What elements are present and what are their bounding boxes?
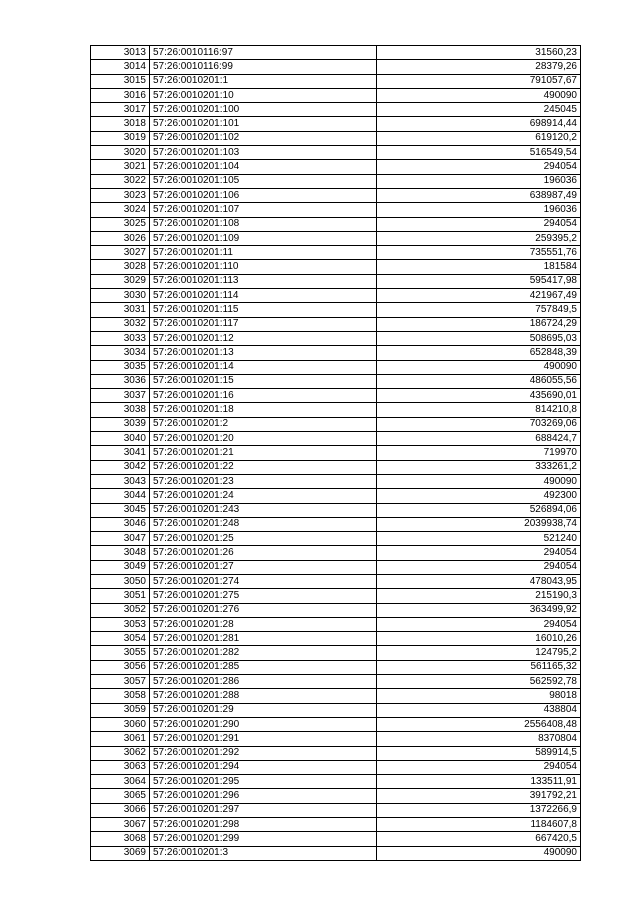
row-number-cell: 3036 — [91, 374, 150, 388]
cadastral-number-cell: 57:26:0010201:28 — [150, 617, 377, 631]
row-number-cell: 3018 — [91, 117, 150, 131]
row-number-cell: 3013 — [91, 46, 150, 60]
row-number-cell: 3067 — [91, 818, 150, 832]
table-row — [91, 803, 581, 817]
table-row — [91, 231, 581, 245]
table-row — [91, 103, 581, 117]
row-number-cell: 3039 — [91, 417, 150, 431]
cadastral-number-cell: 57:26:0010201:22 — [150, 460, 377, 474]
row-number-cell: 3022 — [91, 174, 150, 188]
cadastral-number-cell: 57:26:0010201:243 — [150, 503, 377, 517]
value-cell: 492300 — [377, 489, 581, 503]
value-cell: 294054 — [377, 760, 581, 774]
table-row — [91, 331, 581, 345]
value-cell: 438804 — [377, 703, 581, 717]
table-row — [91, 574, 581, 588]
row-number-cell: 3028 — [91, 260, 150, 274]
table-row — [91, 546, 581, 560]
table-row — [91, 274, 581, 288]
cadastral-number-cell: 57:26:0010201:29 — [150, 703, 377, 717]
row-number-cell: 3043 — [91, 474, 150, 488]
row-number-cell: 3017 — [91, 103, 150, 117]
row-number-cell: 3027 — [91, 246, 150, 260]
table-row — [91, 660, 581, 674]
value-cell: 698914,44 — [377, 117, 581, 131]
row-number-cell: 3034 — [91, 346, 150, 360]
cadastral-number-cell: 57:26:0010201:291 — [150, 732, 377, 746]
value-cell: 595417,98 — [377, 274, 581, 288]
cadastral-number-cell: 57:26:0010201:16 — [150, 389, 377, 403]
value-cell: 294054 — [377, 160, 581, 174]
row-number-cell: 3061 — [91, 732, 150, 746]
table-row — [91, 846, 581, 860]
table-row — [91, 403, 581, 417]
row-number-cell: 3063 — [91, 760, 150, 774]
value-cell: 667420,5 — [377, 832, 581, 846]
row-number-cell: 3058 — [91, 689, 150, 703]
table-row — [91, 832, 581, 846]
value-cell: 98018 — [377, 689, 581, 703]
value-cell: 735551,76 — [377, 246, 581, 260]
value-cell: 186724,29 — [377, 317, 581, 331]
value-cell: 435690,01 — [377, 389, 581, 403]
table-row — [91, 789, 581, 803]
value-cell: 28379,26 — [377, 60, 581, 74]
cadastral-number-cell: 57:26:0010201:109 — [150, 231, 377, 245]
table-row — [91, 589, 581, 603]
table-row — [91, 88, 581, 102]
row-number-cell: 3021 — [91, 160, 150, 174]
cadastral-number-cell: 57:26:0010116:97 — [150, 46, 377, 60]
table-row — [91, 203, 581, 217]
value-cell: 294054 — [377, 546, 581, 560]
row-number-cell: 3044 — [91, 489, 150, 503]
value-cell: 490090 — [377, 88, 581, 102]
table-row — [91, 188, 581, 202]
value-cell: 490090 — [377, 846, 581, 860]
row-number-cell: 3047 — [91, 532, 150, 546]
value-cell: 619120,2 — [377, 131, 581, 145]
row-number-cell: 3057 — [91, 675, 150, 689]
table-row — [91, 317, 581, 331]
row-number-cell: 3015 — [91, 74, 150, 88]
value-cell: 294054 — [377, 560, 581, 574]
row-number-cell: 3069 — [91, 846, 150, 860]
cadastral-number-cell: 57:26:0010201:21 — [150, 446, 377, 460]
value-cell: 516549,54 — [377, 146, 581, 160]
table-row — [91, 617, 581, 631]
value-cell: 124795,2 — [377, 646, 581, 660]
row-number-cell: 3040 — [91, 432, 150, 446]
cadastral-number-cell: 57:26:0010201:15 — [150, 374, 377, 388]
table-row — [91, 432, 581, 446]
value-cell: 259395,2 — [377, 231, 581, 245]
row-number-cell: 3054 — [91, 632, 150, 646]
cadastral-number-cell: 57:26:0010201:13 — [150, 346, 377, 360]
cadastral-number-cell: 57:26:0010201:105 — [150, 174, 377, 188]
value-cell: 589914,5 — [377, 746, 581, 760]
cadastral-number-cell: 57:26:0010201:297 — [150, 803, 377, 817]
table-row — [91, 146, 581, 160]
row-number-cell: 3031 — [91, 303, 150, 317]
cadastral-number-cell: 57:26:0010201:295 — [150, 775, 377, 789]
cadastral-number-cell: 57:26:0010201:281 — [150, 632, 377, 646]
cadastral-number-cell: 57:26:0010201:106 — [150, 188, 377, 202]
cadastral-number-cell: 57:26:0010201:275 — [150, 589, 377, 603]
cadastral-number-cell: 57:26:0010201:115 — [150, 303, 377, 317]
row-number-cell: 3026 — [91, 231, 150, 245]
row-number-cell: 3023 — [91, 188, 150, 202]
row-number-cell: 3060 — [91, 717, 150, 731]
row-number-cell: 3045 — [91, 503, 150, 517]
value-cell: 562592,78 — [377, 675, 581, 689]
row-number-cell: 3030 — [91, 289, 150, 303]
row-number-cell: 3025 — [91, 217, 150, 231]
cadastral-number-cell: 57:26:0010201:117 — [150, 317, 377, 331]
table-row — [91, 131, 581, 145]
cadastral-number-cell: 57:26:0010201:290 — [150, 717, 377, 731]
value-cell: 486055,56 — [377, 374, 581, 388]
row-number-cell: 3049 — [91, 560, 150, 574]
cadastral-number-cell: 57:26:0010201:103 — [150, 146, 377, 160]
cadastral-number-cell: 57:26:0010201:25 — [150, 532, 377, 546]
value-cell: 638987,49 — [377, 188, 581, 202]
row-number-cell: 3062 — [91, 746, 150, 760]
cadastral-number-cell: 57:26:0010201:286 — [150, 675, 377, 689]
table-row — [91, 360, 581, 374]
value-cell: 703269,06 — [377, 417, 581, 431]
cadastral-number-cell: 57:26:0010201:11 — [150, 246, 377, 260]
table-row — [91, 717, 581, 731]
table-row — [91, 417, 581, 431]
table-row — [91, 474, 581, 488]
table-row — [91, 703, 581, 717]
table-row — [91, 260, 581, 274]
cadastral-number-cell: 57:26:0010201:20 — [150, 432, 377, 446]
value-cell: 31560,23 — [377, 46, 581, 60]
row-number-cell: 3016 — [91, 88, 150, 102]
table-row — [91, 160, 581, 174]
cadastral-number-cell: 57:26:0010201:24 — [150, 489, 377, 503]
table-row — [91, 517, 581, 531]
cadastral-number-cell: 57:26:0010201:292 — [150, 746, 377, 760]
cadastral-number-cell: 57:26:0010201:248 — [150, 517, 377, 531]
table-row — [91, 689, 581, 703]
table-row — [91, 746, 581, 760]
value-cell: 333261,2 — [377, 460, 581, 474]
cadastral-number-cell: 57:26:0010201:285 — [150, 660, 377, 674]
table-row — [91, 675, 581, 689]
table-row — [91, 389, 581, 403]
table-row — [91, 46, 581, 60]
row-number-cell: 3048 — [91, 546, 150, 560]
value-cell: 133511,91 — [377, 775, 581, 789]
row-number-cell: 3066 — [91, 803, 150, 817]
cadastral-number-cell: 57:26:0010201:294 — [150, 760, 377, 774]
table-row — [91, 489, 581, 503]
table-row — [91, 217, 581, 231]
table-row — [91, 603, 581, 617]
cadastral-number-cell: 57:26:0010201:114 — [150, 289, 377, 303]
value-cell: 16010,26 — [377, 632, 581, 646]
row-number-cell: 3032 — [91, 317, 150, 331]
table-row — [91, 374, 581, 388]
value-cell: 196036 — [377, 203, 581, 217]
cadastral-number-cell: 57:26:0010201:3 — [150, 846, 377, 860]
value-cell: 2556408,48 — [377, 717, 581, 731]
value-cell: 652848,39 — [377, 346, 581, 360]
value-cell: 245045 — [377, 103, 581, 117]
cadastral-number-cell: 57:26:0010201:296 — [150, 789, 377, 803]
row-number-cell: 3019 — [91, 131, 150, 145]
row-number-cell: 3068 — [91, 832, 150, 846]
value-cell: 490090 — [377, 474, 581, 488]
row-number-cell: 3046 — [91, 517, 150, 531]
row-number-cell: 3033 — [91, 331, 150, 345]
cadastral-number-cell: 57:26:0010201:282 — [150, 646, 377, 660]
value-cell: 363499,92 — [377, 603, 581, 617]
table-row — [91, 460, 581, 474]
cadastral-number-cell: 57:26:0010201:102 — [150, 131, 377, 145]
table-row — [91, 446, 581, 460]
value-cell: 526894,06 — [377, 503, 581, 517]
table-row — [91, 60, 581, 74]
cadastral-number-cell: 57:26:0010201:107 — [150, 203, 377, 217]
table-row — [91, 117, 581, 131]
row-number-cell: 3014 — [91, 60, 150, 74]
row-number-cell: 3024 — [91, 203, 150, 217]
cadastral-value-table — [90, 45, 581, 861]
table-row — [91, 818, 581, 832]
cadastral-number-cell: 57:26:0010201:12 — [150, 331, 377, 345]
value-cell: 490090 — [377, 360, 581, 374]
table-row — [91, 303, 581, 317]
table-row — [91, 775, 581, 789]
table-row — [91, 174, 581, 188]
cadastral-number-cell: 57:26:0010201:104 — [150, 160, 377, 174]
row-number-cell: 3053 — [91, 617, 150, 631]
value-cell: 814210,8 — [377, 403, 581, 417]
table-row — [91, 246, 581, 260]
cadastral-number-cell: 57:26:0010201:299 — [150, 832, 377, 846]
row-number-cell: 3051 — [91, 589, 150, 603]
cadastral-number-cell: 57:26:0010201:27 — [150, 560, 377, 574]
row-number-cell: 3052 — [91, 603, 150, 617]
table-row — [91, 732, 581, 746]
row-number-cell: 3035 — [91, 360, 150, 374]
row-number-cell: 3056 — [91, 660, 150, 674]
cadastral-number-cell: 57:26:0010201:2 — [150, 417, 377, 431]
cadastral-number-cell: 57:26:0010201:18 — [150, 403, 377, 417]
cadastral-number-cell: 57:26:0010201:110 — [150, 260, 377, 274]
table-row — [91, 560, 581, 574]
row-number-cell: 3041 — [91, 446, 150, 460]
cadastral-number-cell: 57:26:0010116:99 — [150, 60, 377, 74]
value-cell: 215190,3 — [377, 589, 581, 603]
value-cell: 478043,95 — [377, 574, 581, 588]
row-number-cell: 3029 — [91, 274, 150, 288]
value-cell: 294054 — [377, 617, 581, 631]
cadastral-number-cell: 57:26:0010201:10 — [150, 88, 377, 102]
cadastral-number-cell: 57:26:0010201:274 — [150, 574, 377, 588]
table-row — [91, 503, 581, 517]
table-row — [91, 346, 581, 360]
value-cell: 1372266,9 — [377, 803, 581, 817]
table-row — [91, 289, 581, 303]
cadastral-number-cell: 57:26:0010201:100 — [150, 103, 377, 117]
cadastral-number-cell: 57:26:0010201:14 — [150, 360, 377, 374]
value-cell: 391792,21 — [377, 789, 581, 803]
row-number-cell: 3020 — [91, 146, 150, 160]
cadastral-number-cell: 57:26:0010201:276 — [150, 603, 377, 617]
value-cell: 421967,49 — [377, 289, 581, 303]
row-number-cell: 3050 — [91, 574, 150, 588]
cadastral-number-cell: 57:26:0010201:288 — [150, 689, 377, 703]
row-number-cell: 3042 — [91, 460, 150, 474]
value-cell: 508695,03 — [377, 331, 581, 345]
row-number-cell: 3038 — [91, 403, 150, 417]
value-cell: 719970 — [377, 446, 581, 460]
row-number-cell: 3064 — [91, 775, 150, 789]
value-cell: 181584 — [377, 260, 581, 274]
table-row — [91, 74, 581, 88]
value-cell: 757849,5 — [377, 303, 581, 317]
value-cell: 688424,7 — [377, 432, 581, 446]
value-cell: 561165,32 — [377, 660, 581, 674]
table-row — [91, 532, 581, 546]
value-cell: 8370804 — [377, 732, 581, 746]
table-row — [91, 646, 581, 660]
cadastral-number-cell: 57:26:0010201:101 — [150, 117, 377, 131]
cadastral-number-cell: 57:26:0010201:298 — [150, 818, 377, 832]
table-row — [91, 760, 581, 774]
value-cell: 521240 — [377, 532, 581, 546]
row-number-cell: 3059 — [91, 703, 150, 717]
cadastral-number-cell: 57:26:0010201:26 — [150, 546, 377, 560]
value-cell: 1184607,8 — [377, 818, 581, 832]
value-cell: 294054 — [377, 217, 581, 231]
cadastral-number-cell: 57:26:0010201:113 — [150, 274, 377, 288]
value-cell: 196036 — [377, 174, 581, 188]
row-number-cell: 3065 — [91, 789, 150, 803]
row-number-cell: 3037 — [91, 389, 150, 403]
table-row — [91, 632, 581, 646]
table-body — [91, 46, 581, 861]
value-cell: 2039938,74 — [377, 517, 581, 531]
cadastral-number-cell: 57:26:0010201:1 — [150, 74, 377, 88]
row-number-cell: 3055 — [91, 646, 150, 660]
cadastral-number-cell: 57:26:0010201:23 — [150, 474, 377, 488]
value-cell: 791057,67 — [377, 74, 581, 88]
cadastral-number-cell: 57:26:0010201:108 — [150, 217, 377, 231]
